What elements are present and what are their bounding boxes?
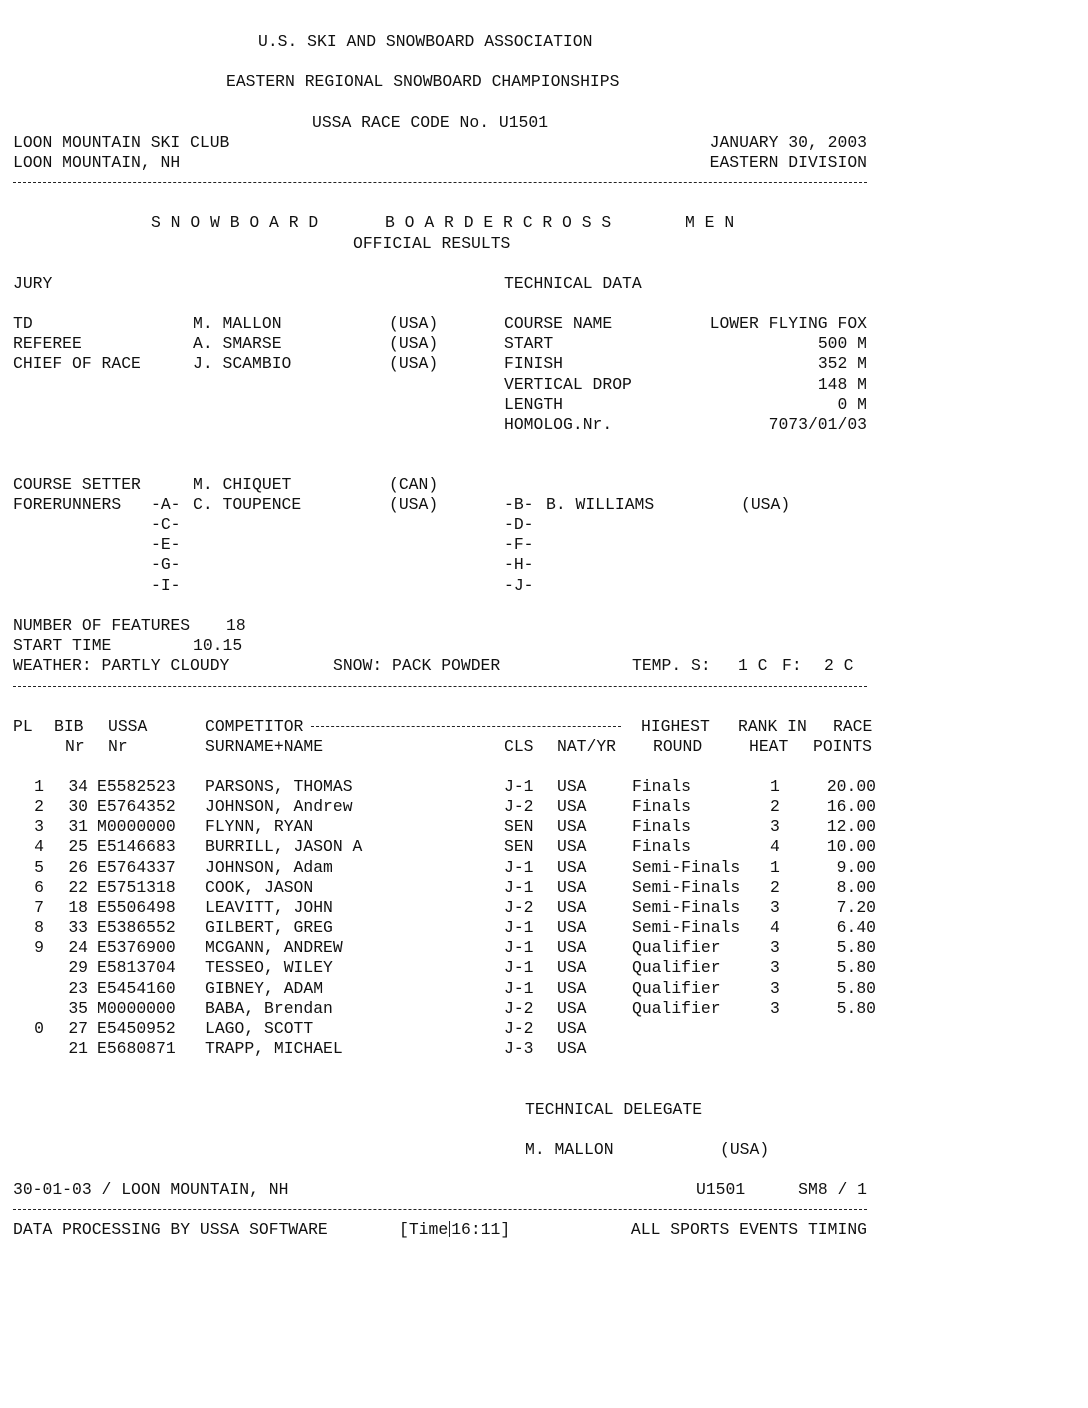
cell-bib: 35 [68,999,88,1018]
footer-timing: ALL SPORTS EVENTS TIMING [630,1220,867,1239]
tech-label: FINISH [504,354,564,373]
cell-nation: USA [557,817,587,836]
cell-place: 6 [34,878,44,897]
footer-date-location: 30-01-03 / LOON MOUNTAIN, NH [13,1180,289,1199]
divider [13,182,867,183]
jury-role: TD [13,314,33,333]
cell-place: 3 [34,817,44,836]
col-points: POINTS [813,737,873,756]
cell-place: 1 [34,777,44,796]
division: EASTERN DIVISION [709,153,867,172]
cell-points: 5.80 [836,938,876,957]
cell-nation: USA [557,918,587,937]
cell-bib: 18 [68,898,88,917]
cell-place: 4 [34,837,44,856]
cell-nation: USA [557,938,587,957]
cell-ussa-nr: E5506498 [97,898,176,917]
cell-name: GIBNEY, ADAM [205,979,324,998]
cell-round: Finals [632,837,692,856]
divider [13,686,867,687]
forerunner-slot: -A- [151,495,181,514]
setter-nation: (CAN) [389,475,439,494]
start-time-label: START TIME [13,636,112,655]
cell-points: 12.00 [826,817,876,836]
temp-label: TEMP. S: [632,656,711,675]
cell-heat: 3 [770,938,780,957]
jury-role: REFEREE [13,334,82,353]
col-ussa: USSA [108,717,148,736]
race-date: JANUARY 30, 2003 [709,133,867,152]
col-competitor: COMPETITOR [205,717,304,736]
cell-bib: 29 [68,958,88,977]
tech-label: COURSE NAME [504,314,613,333]
cell-ussa-nr: M0000000 [97,817,176,836]
tech-value: LOWER FLYING FOX [709,314,867,333]
cell-ussa-nr: E5764337 [97,858,176,877]
cell-points: 20.00 [826,777,876,796]
cell-round: Finals [632,777,692,796]
forerunner-slot: -J- [504,576,534,595]
cell-ussa-nr: E5450952 [97,1019,176,1038]
cell-cls: SEN [504,837,534,856]
club-name: LOON MOUNTAIN SKI CLUB [13,133,230,152]
temp-start: 1 C [738,656,768,675]
race-format: B O A R D E R C R O S S [385,213,612,232]
venue-location: LOON MOUNTAIN, NH [13,153,181,172]
tech-value: 0 M [837,395,867,414]
col-nat-yr: NAT/YR [557,737,617,756]
tech-value: 352 M [817,354,867,373]
tech-label: VERTICAL DROP [504,375,632,394]
cell-heat: 3 [770,979,780,998]
col-surname-name: SURNAME+NAME [205,737,324,756]
tech-value: 148 M [817,375,867,394]
forerunner-slot: -E- [151,535,181,554]
cell-heat: 4 [770,918,780,937]
cell-round: Semi-Finals [632,878,741,897]
footer-processing: DATA PROCESSING BY USSA SOFTWARE [13,1220,328,1239]
cell-round: Qualifier [632,979,721,998]
cell-name: GILBERT, GREG [205,918,333,937]
jury-nation: (USA) [389,354,439,373]
cell-nation: USA [557,999,587,1018]
snow: SNOW: PACK POWDER [333,656,501,675]
cell-heat: 3 [770,958,780,977]
cell-cls: J-1 [504,918,534,937]
forerunner-name: B. WILLIAMS [546,495,655,514]
cell-heat: 3 [770,999,780,1018]
cell-nation: USA [557,1019,587,1038]
setter-label: COURSE SETTER [13,475,141,494]
cell-nation: USA [557,979,587,998]
cell-place: 7 [34,898,44,917]
cell-ussa-nr: E5582523 [97,777,176,796]
cell-place: 8 [34,918,44,937]
cell-round: Qualifier [632,938,721,957]
cell-name: JOHNSON, Adam [205,858,333,877]
start-time: 10.15 [193,636,243,655]
cell-name: LEAVITT, JOHN [205,898,333,917]
delegate-nation: (USA) [720,1140,770,1159]
cell-place: 9 [34,938,44,957]
footer-race-code: U1501 [696,1180,746,1199]
forerunner-name: C. TOUPENCE [193,495,302,514]
cell-nation: USA [557,878,587,897]
cell-bib: 23 [68,979,88,998]
cell-ussa-nr: E5376900 [97,938,176,957]
cell-heat: 3 [770,817,780,836]
cell-cls: J-2 [504,999,534,1018]
cell-name: LAGO, SCOTT [205,1019,314,1038]
footer-time [399,1220,510,1240]
forerunner-nation: (USA) [389,495,439,514]
time-value: 16:11] [451,1220,511,1239]
cell-heat: 1 [770,777,780,796]
cell-cls: J-2 [504,797,534,816]
cell-place: 0 [34,1019,44,1038]
cell-place: 5 [34,858,44,877]
cell-round: Semi-Finals [632,918,741,937]
forerunners-label: FORERUNNERS [13,495,122,514]
cell-bib: 21 [68,1039,88,1058]
col-bib: BIB [54,717,84,736]
cell-name: FLYNN, RYAN [205,817,314,836]
cell-bib: 33 [68,918,88,937]
cell-round: Finals [632,797,692,816]
cell-bib: 31 [68,817,88,836]
col-ussa-nr: Nr [108,737,128,756]
cell-bib: 22 [68,878,88,897]
weather: WEATHER: PARTLY CLOUDY [13,656,230,675]
org-title: U.S. SKI AND SNOWBOARD ASSOCIATION [258,32,593,51]
jury-nation: (USA) [389,314,439,333]
col-highest: HIGHEST [641,717,710,736]
cell-cls: SEN [504,817,534,836]
cell-points: 7.20 [836,898,876,917]
event-title: EASTERN REGIONAL SNOWBOARD CHAMPIONSHIPS [226,72,620,91]
cell-points: 6.40 [836,918,876,937]
cell-ussa-nr: E5813704 [97,958,176,977]
cell-cls: J-1 [504,777,534,796]
footer-sheet: SM8 / 1 [798,1180,867,1199]
cell-points: 9.00 [836,858,876,877]
cell-bib: 30 [68,797,88,816]
cell-cls: J-1 [504,878,534,897]
cell-points: 8.00 [836,878,876,897]
discipline: S N O W B O A R D [151,213,319,232]
time-label: [Time [399,1220,449,1239]
setter-name: M. CHIQUET [193,475,292,494]
race-code: USSA RACE CODE No. U1501 [312,113,549,132]
cell-cls: J-2 [504,898,534,917]
cell-bib: 27 [68,1019,88,1038]
cell-nation: USA [557,837,587,856]
cell-name: BURRILL, JASON A [205,837,363,856]
cell-heat: 2 [770,878,780,897]
cell-heat: 3 [770,898,780,917]
cell-ussa-nr: E5454160 [97,979,176,998]
cell-nation: USA [557,777,587,796]
col-bib-nr: Nr [65,737,85,756]
cell-nation: USA [557,797,587,816]
jury-name: M. MALLON [193,314,282,333]
cell-ussa-nr: M0000000 [97,999,176,1018]
technical-heading: TECHNICAL DATA [504,274,642,293]
cell-points: 5.80 [836,999,876,1018]
cell-nation: USA [557,898,587,917]
cell-cls: J-1 [504,858,534,877]
cell-ussa-nr: E5680871 [97,1039,176,1058]
divider [13,1209,867,1210]
temp-finish: 2 C [824,656,854,675]
cell-points: 5.80 [836,958,876,977]
forerunner-slot: -B- [504,495,534,514]
delegate-name: M. MALLON [525,1140,614,1159]
forerunner-slot: -G- [151,555,181,574]
jury-nation: (USA) [389,334,439,353]
forerunner-slot: -F- [504,535,534,554]
forerunner-slot: -H- [504,555,534,574]
cell-points: 16.00 [826,797,876,816]
cell-nation: USA [557,1039,587,1058]
cell-ussa-nr: E5386552 [97,918,176,937]
col-cls: CLS [504,737,534,756]
cell-name: TRAPP, MICHAEL [205,1039,343,1058]
col-pl: PL [13,717,33,736]
col-rank-in: RANK IN [738,717,807,736]
cell-heat: 1 [770,858,780,877]
cell-round: Qualifier [632,999,721,1018]
cell-points: 5.80 [836,979,876,998]
cell-bib: 25 [68,837,88,856]
col-race: RACE [833,717,873,736]
cell-cls: J-1 [504,938,534,957]
forerunner-nation: (USA) [741,495,791,514]
cell-bib: 26 [68,858,88,877]
cell-cls: J-1 [504,979,534,998]
competitor-rule [311,726,621,727]
cell-bib: 24 [68,938,88,957]
results-title: OFFICIAL RESULTS [353,234,511,253]
jury-name: J. SCAMBIO [193,354,292,373]
cell-cls: J-3 [504,1039,534,1058]
tech-label: START [504,334,554,353]
cell-name: MCGANN, ANDREW [205,938,343,957]
cell-round: Qualifier [632,958,721,977]
cell-round: Semi-Finals [632,898,741,917]
cell-cls: J-1 [504,958,534,977]
cell-nation: USA [557,958,587,977]
tech-value: 500 M [817,334,867,353]
col-heat: HEAT [749,737,789,756]
cell-bib: 34 [68,777,88,796]
cell-points: 10.00 [826,837,876,856]
cell-nation: USA [557,858,587,877]
cell-ussa-nr: E5764352 [97,797,176,816]
gender: M E N [685,213,735,232]
temp-finish-label: F: [782,656,802,675]
cell-name: JOHNSON, Andrew [205,797,353,816]
jury-name: A. SMARSE [193,334,282,353]
forerunner-slot: -D- [504,515,534,534]
cell-round: Finals [632,817,692,836]
tech-label: LENGTH [504,395,564,414]
cell-cls: J-2 [504,1019,534,1038]
cell-place: 2 [34,797,44,816]
tech-value: 7073/01/03 [768,415,867,434]
features-label: NUMBER OF FEATURES [13,616,191,635]
forerunner-slot: -I- [151,576,181,595]
delegate-title: TECHNICAL DELEGATE [525,1100,703,1119]
cell-round: Semi-Finals [632,858,741,877]
forerunner-slot: -C- [151,515,181,534]
tech-label: HOMOLOG.Nr. [504,415,613,434]
col-round: ROUND [653,737,703,756]
cell-name: COOK, JASON [205,878,314,897]
cell-name: BABA, Brendan [205,999,333,1018]
cell-ussa-nr: E5751318 [97,878,176,897]
jury-role: CHIEF OF RACE [13,354,141,373]
cell-name: PARSONS, THOMAS [205,777,353,796]
cell-heat: 2 [770,797,780,816]
cell-name: TESSEO, WILEY [205,958,333,977]
jury-heading: JURY [13,274,53,293]
features-count: 18 [226,616,246,635]
cell-ussa-nr: E5146683 [97,837,176,856]
cell-heat: 4 [770,837,780,856]
